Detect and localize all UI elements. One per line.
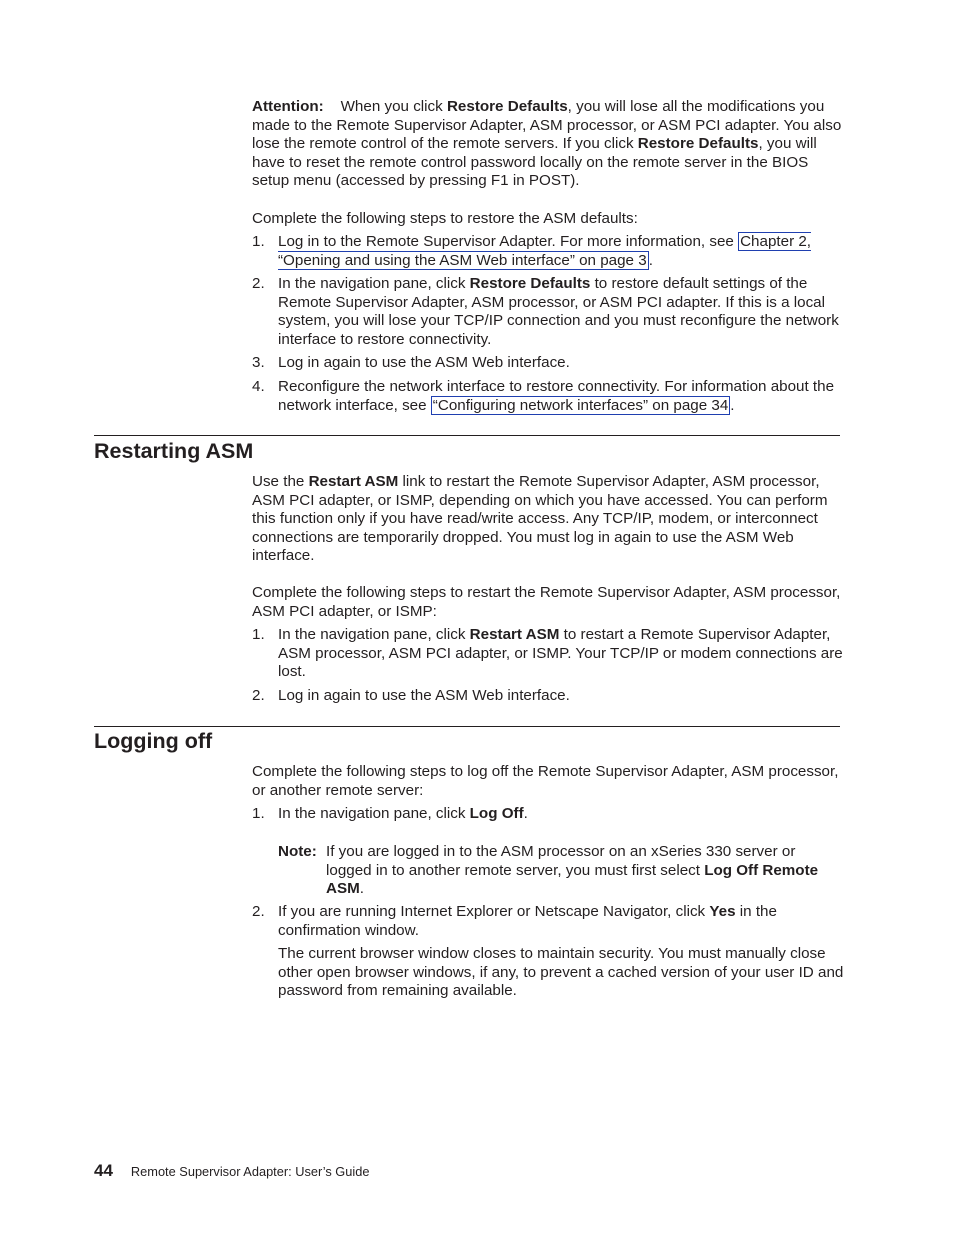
step-bold: Restart ASM	[469, 626, 560, 643]
restore-intro: Complete the following steps to restore the ASM defaults:	[252, 210, 638, 227]
logging-off-heading: Logging off	[94, 729, 213, 753]
section-divider	[94, 435, 840, 436]
configuring-network-link[interactable]: “Configuring network interfaces” on page 34	[432, 396, 729, 414]
chapter-2-link[interactable]: Chapter 2, “Opening and using the ASM Web interface” on page 3	[278, 233, 812, 269]
step-end: .	[648, 251, 653, 269]
restart-text-2: link to restart the Remote Supervisor Adapter, ASM processor, ASM PCI adapter, or ISMP, depending on which you have accessed. You can perform this function only if you have read/write access. Any TCP/IP, modem, or interconnect connections are temporarily dropped. You must log in again to use the ASM Web interface.	[252, 473, 828, 565]
step-number: 1.	[252, 805, 265, 822]
attention-text-2: , you will lose all the modifications you made to the Remote Supervisor Adapter, ASM processor, or ASM PCI adapter. You also lose the remote control of the remote servers. If you click	[252, 98, 842, 153]
step-bold: Restore Defaults	[469, 275, 591, 292]
page-number: 44	[94, 1161, 113, 1180]
step-text: In the navigation pane, click	[278, 626, 470, 643]
logoff-note	[278, 843, 844, 899]
footer-title: Remote Supervisor Adapter: User’s Guide	[130, 1164, 370, 1179]
restart-text-1: Use the	[252, 473, 309, 490]
restore-step-1	[252, 233, 844, 270]
step-number: 1.	[252, 233, 265, 250]
step-number: 3.	[252, 354, 265, 371]
section-divider	[94, 726, 840, 727]
attention-bold-1: Restore Defaults	[446, 98, 568, 115]
logoff-step-1	[252, 805, 844, 824]
restart-step-1	[252, 626, 844, 682]
note-end: .	[359, 880, 364, 898]
page-footer	[94, 1161, 369, 1181]
note-text: If you are logged in to the ASM processor on an xSeries 330 server or logged in to another remote server, you must first select	[326, 843, 796, 879]
step-text: Reconfigure the network interface to restore connectivity. For information about the network interface, see	[278, 378, 835, 414]
step-text: If you are running Internet Explorer or Netscape Navigator, click	[278, 903, 710, 920]
step-end: .	[730, 396, 735, 414]
step-text: In the navigation pane, click	[278, 275, 470, 292]
step-bold: Yes	[709, 903, 736, 920]
step-number: 2.	[252, 903, 265, 920]
restore-step-3	[252, 354, 844, 373]
step-text: Log in again to use the ASM Web interface.	[278, 354, 570, 371]
step-number: 1.	[252, 626, 265, 643]
note-bold: Log Off Remote ASM	[326, 861, 819, 898]
step-number: 2.	[252, 687, 265, 704]
logoff-intro: Complete the following steps to log off the Remote Supervisor Adapter, ASM processor, or another remote server:	[252, 763, 839, 799]
logoff-step-2-detail: The current browser window closes to maintain security. You must manually close other open browser windows, if any, to prevent a cached version of your user ID and password from remaining available.	[278, 945, 844, 1000]
restart-intro: Complete the following steps to restart the Remote Supervisor Adapter, ASM processor, ASM PCI adapter, or ISMP:	[252, 584, 841, 620]
step-text-2: to restart a Remote Supervisor Adapter, ASM processor, ASM PCI adapter, or ISMP. Your TCP/IP or modem connections are lost.	[278, 626, 843, 681]
step-number: 2.	[252, 275, 265, 292]
step-text-2: in the confirmation window.	[278, 903, 777, 939]
step-text-2: to restore default settings of the Remote Supervisor Adapter, ASM processor, or ASM PCI adapter. If this is a local system, you will lose your TCP/IP connection and you must reconfigure the network interface to restore connectivity.	[278, 275, 839, 348]
step-text: Log in to the Remote Supervisor Adapter. For more information, see	[278, 233, 739, 250]
restart-paragraph	[252, 473, 842, 566]
restore-step-4	[252, 378, 844, 415]
restarting-asm-heading: Restarting ASM	[94, 439, 254, 463]
attention-text-3: , you will have to reset the remote control password locally on the remote server in the BIOS setup menu (accessed by pressing F1 in POST).	[252, 135, 817, 190]
restart-bold: Restart ASM	[308, 473, 399, 490]
attention-bold-2: Restore Defaults	[637, 135, 759, 153]
note-label: Note:	[278, 843, 317, 860]
restore-step-2	[252, 275, 844, 349]
attention-text-1: When you click	[340, 98, 447, 115]
step-text: In the navigation pane, click	[278, 805, 470, 822]
step-bold: Log Off	[469, 805, 524, 822]
step-text: Log in again to use the ASM Web interface.	[278, 687, 570, 704]
attention-paragraph	[252, 98, 842, 191]
restart-step-2	[252, 687, 844, 706]
step-end: .	[523, 805, 528, 822]
step-number: 4.	[252, 378, 265, 395]
logoff-step-2	[252, 903, 844, 940]
attention-label: Attention:	[252, 98, 324, 115]
